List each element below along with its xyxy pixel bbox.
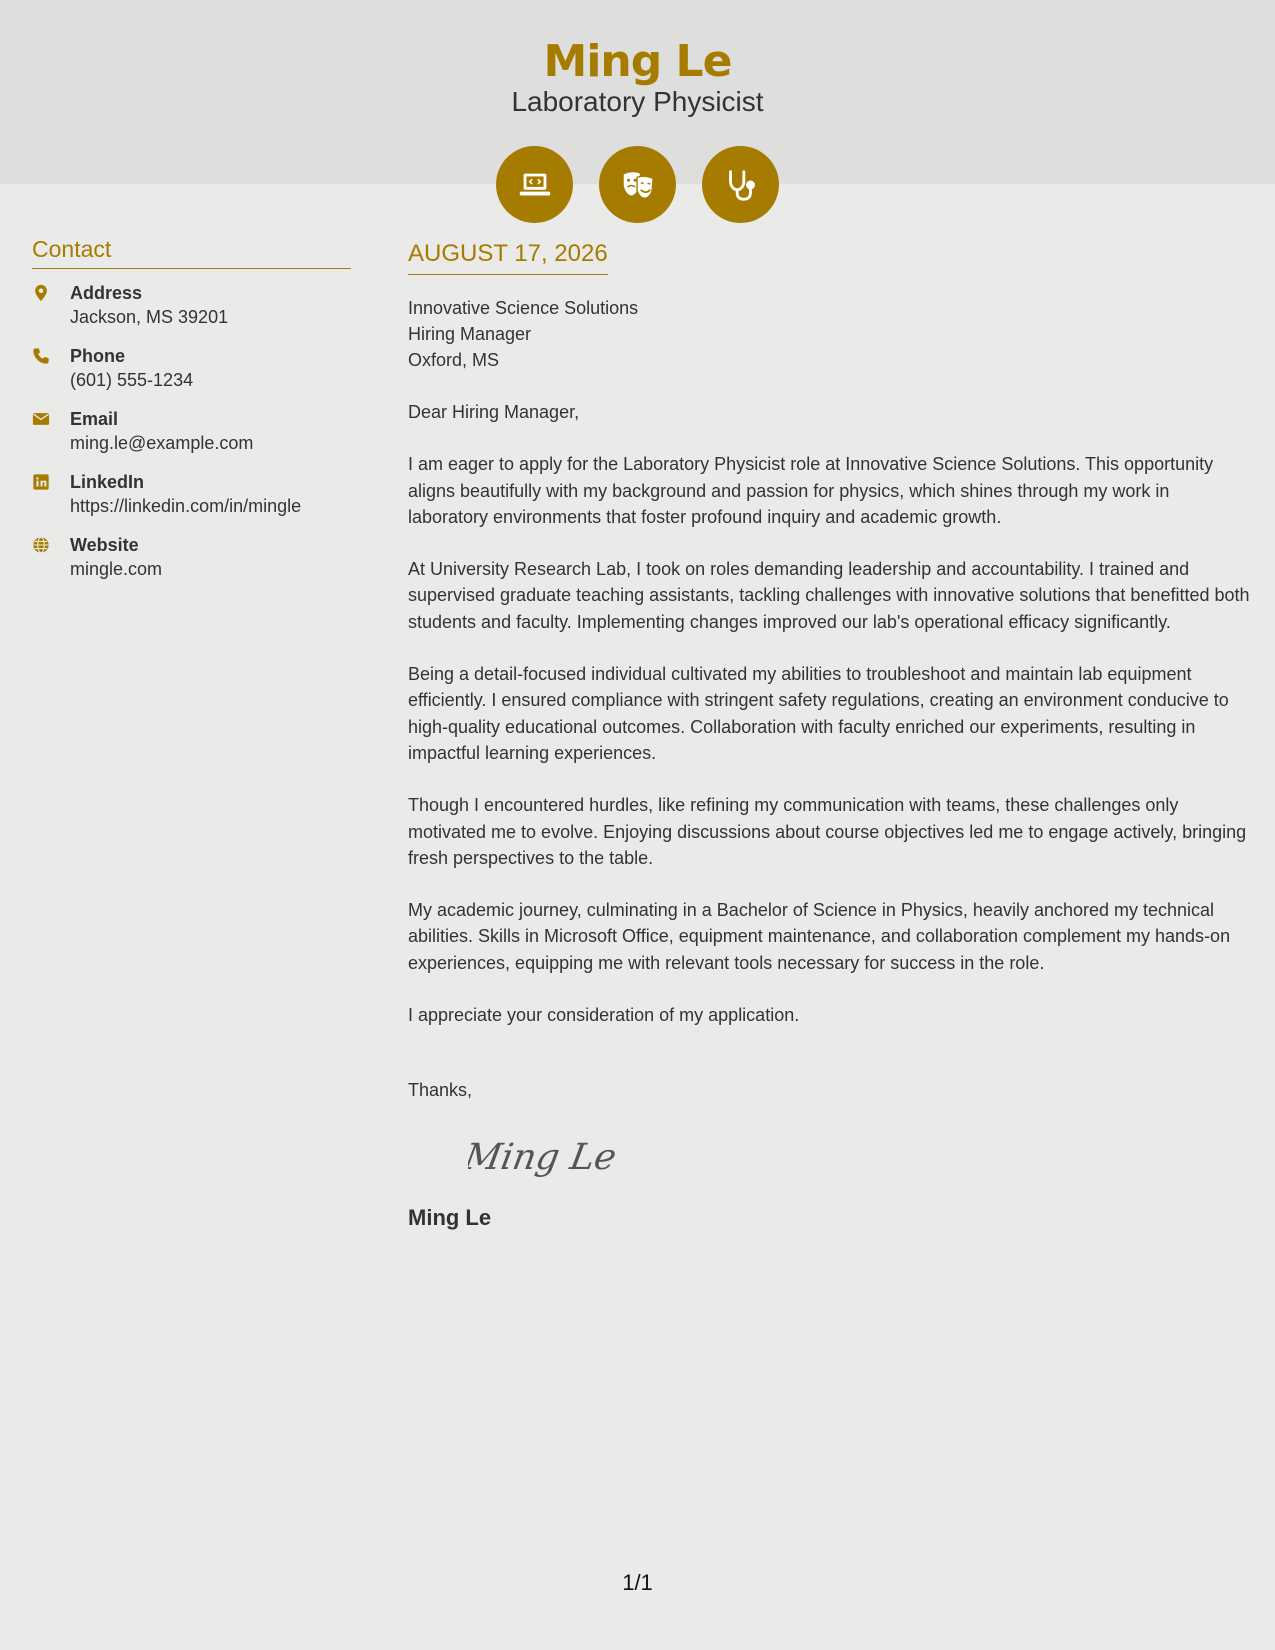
page-number: 1/1 xyxy=(622,1570,653,1595)
paragraph: I am eager to apply for the Laboratory Physicist role at Innovative Science Solutions. This opportunity aligns beautifully with my background and passion for physics, which shines through my work in laboratory environments that foster profound inquiry and academic growth. xyxy=(408,454,1214,527)
phone-icon xyxy=(32,344,70,392)
contact-item-website xyxy=(32,533,351,581)
address-value: Jackson, MS 39201 xyxy=(70,307,229,327)
contact-item-linkedin xyxy=(32,470,351,518)
laptop-code-icon xyxy=(496,146,573,223)
recipient-title: Hiring Manager xyxy=(408,324,532,344)
applicant-title: Laboratory Physicist xyxy=(511,86,764,117)
letter-date: AUGUST 17, 2026 xyxy=(408,240,608,275)
stethoscope-icon xyxy=(702,146,779,223)
linkedin-icon xyxy=(32,470,70,518)
contact-label: LinkedIn xyxy=(70,472,145,492)
email-value[interactable]: ming.le@example.com xyxy=(70,433,254,453)
paragraph: Though I encountered hurdles, like refining my communication with teams, these challenges only motivated me to evolve. Enjoying discussions about course objectives led me to engage actively, bringing fresh perspectives to the table. xyxy=(408,795,1247,868)
contact-label: Phone xyxy=(70,346,126,366)
linkedin-value[interactable]: https://linkedin.com/in/mingle xyxy=(70,496,302,516)
contact-item-phone xyxy=(32,344,351,392)
recipient-company: Innovative Science Solutions xyxy=(408,298,639,318)
contact-item-address xyxy=(32,281,351,329)
theater-masks-icon xyxy=(599,146,676,223)
handwritten-signature xyxy=(468,1127,1253,1187)
globe-icon xyxy=(32,533,70,581)
contact-sidebar xyxy=(32,236,351,596)
contact-label: Address xyxy=(70,283,143,303)
website-value[interactable]: mingle.com xyxy=(70,559,163,579)
paragraph: At University Research Lab, I took on roles demanding leadership and accountability. I trained and supervised graduate teaching assistants, tackling challenges with innovative solutions that benefitted both students and faculty. Implementing changes improved our lab's operational efficacy significantly. xyxy=(408,559,1250,632)
phone-value: (601) 555-1234 xyxy=(70,370,194,390)
letter-body xyxy=(408,240,1253,1231)
svg-text:Ming Le: Ming Le xyxy=(468,1135,618,1179)
paragraph: I appreciate your consideration of my application. xyxy=(408,1005,800,1026)
contact-label: Email xyxy=(70,409,119,429)
contact-list xyxy=(32,281,351,581)
recipient-location: Oxford, MS xyxy=(408,350,500,370)
salutation: Dear Hiring Manager, xyxy=(408,402,580,422)
contact-item-email xyxy=(32,407,351,455)
contact-heading: Contact xyxy=(32,236,351,269)
paragraph: My academic journey, culminating in a Bachelor of Science in Physics, heavily anchored my technical abilities. Skills in Microsoft Office, equipment maintenance, and collaboration complement my hands-on experiences, equipping me with relevant tools necessary for success in the role. xyxy=(408,900,1231,973)
contact-label: Website xyxy=(70,535,139,555)
signer-name: Ming Le xyxy=(408,1205,492,1231)
paragraph: Being a detail-focused individual cultivated my abilities to troubleshoot and maintain lab equipment efficiently. I ensured compliance with stringent safety regulations, creating an environment conducive to high-quality educational outcomes. Collaboration with faculty enriched our experiments, resulting in impactful learning experiences. xyxy=(408,664,1229,763)
header-icon-row xyxy=(0,146,1275,223)
closing: Thanks, xyxy=(408,1080,473,1101)
map-marker-icon xyxy=(32,281,70,329)
envelope-icon xyxy=(32,407,70,455)
applicant-name: Ming Le xyxy=(543,36,732,87)
recipient-block xyxy=(408,295,1253,373)
